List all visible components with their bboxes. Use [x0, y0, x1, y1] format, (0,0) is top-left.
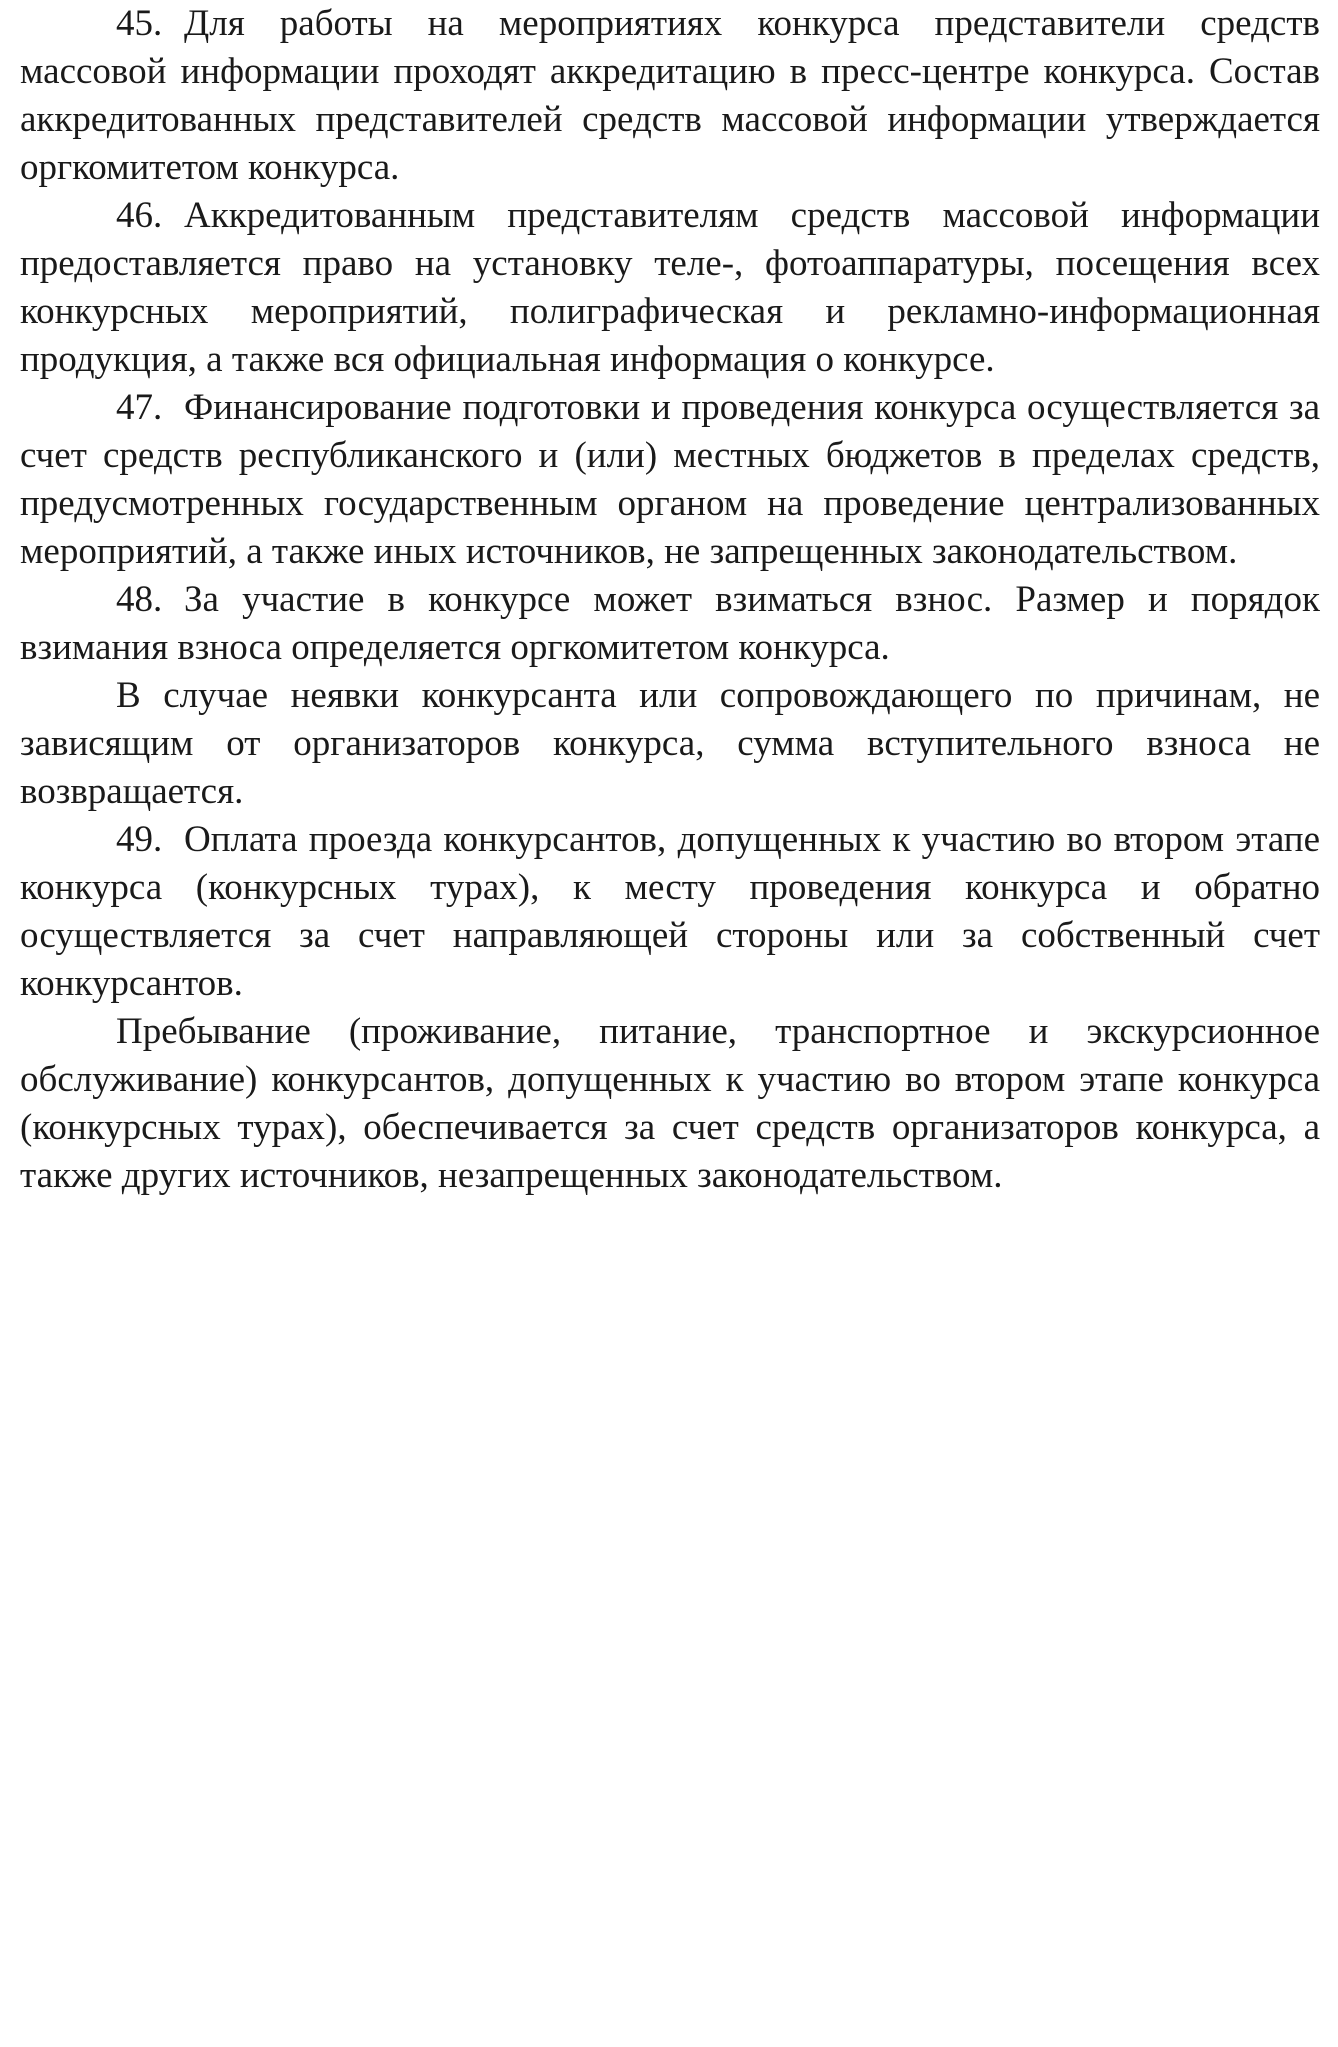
paragraph-text: Для работы на мероприятиях конкурса представители средств массовой информации проходят аккредитацию в пресс-центре конкурса. Состав аккредитованных представителей средств массовой информации утверждается оргкомитетом конкурса.	[20, 3, 1320, 188]
paragraph-text: Оплата проезда конкурсантов, допущенных к участию во втором этапе конкурса (конкурсных турах), к месту проведения конкурса и обратно осуществляется за счет направляющей стороны или за собственный счет конкурсантов.	[20, 819, 1320, 1004]
paragraph-number: 45.	[116, 3, 163, 44]
paragraph-number: 46.	[116, 195, 163, 236]
paragraph-number: 47.	[116, 387, 163, 428]
paragraph-number: 49.	[116, 819, 163, 860]
paragraph-47	[20, 384, 1320, 576]
paragraph-text: Аккредитованным представителям средств массовой информации предоставляется право на установку теле-, фотоаппаратуры, посещения всех конкурсных мероприятий, полиграфическая и рекламно-информационная продукция, а также вся официальная информация о конкурсе.	[20, 195, 1320, 380]
paragraph-49	[20, 816, 1320, 1008]
paragraph-45	[20, 0, 1320, 192]
paragraph-text: Пребывание (проживание, питание, транспортное и экскурсионное обслуживание) конкурсантов, допущенных к участию во втором этапе конкурса (конкурсных турах), обеспечивается за счет средств организаторов конкурса, а также других источников, незапрещенных законодательством.	[20, 1011, 1320, 1196]
paragraph-number: 48.	[116, 579, 163, 620]
paragraph-text: В случае неявки конкурсанта или сопровождающего по причинам, не зависящим от организаторов конкурса, сумма вступительного взноса не возвращается.	[20, 675, 1320, 812]
document-page	[20, 0, 1320, 1200]
paragraph-48	[20, 576, 1320, 672]
paragraph-text: За участие в конкурсе может взиматься взнос. Размер и порядок взимания взноса определяется оргкомитетом конкурса.	[20, 579, 1320, 668]
paragraph-49-continuation	[20, 1008, 1320, 1200]
paragraph-48-continuation	[20, 672, 1320, 816]
paragraph-text: Финансирование подготовки и проведения конкурса осуществляется за счет средств республиканского и (или) местных бюджетов в пределах средств, предусмотренных государственным органом на проведение централизованных мероприятий, а также иных источников, не запрещенных законодательством.	[20, 387, 1320, 572]
paragraph-46	[20, 192, 1320, 384]
